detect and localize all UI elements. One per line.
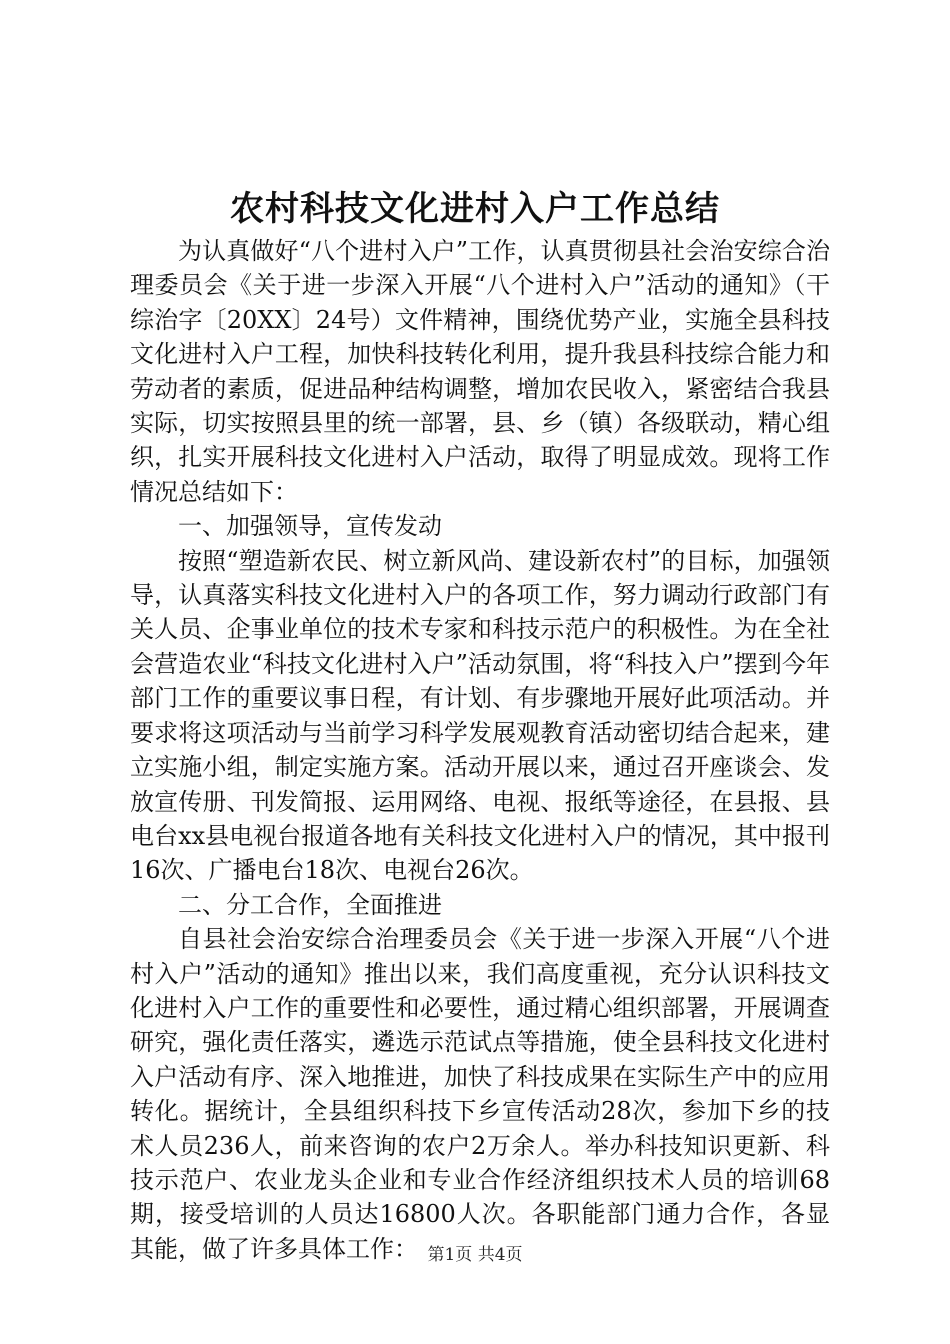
document-title: 农村科技文化进村入户工作总结: [230, 189, 720, 229]
page-footer: 第1页 共4页: [427, 1245, 523, 1265]
section-1-paragraph: 按照“塑造新农民、树立新风尚、建设新农村”的目标，加强领导，认真落实科技文化进村入户的各项工作，努力调动行政部门有关人员、企事业单位的技术专家和科技示范户的积极性。为在全社会营造农业“科技文化进村入户”活动氛围，将“科技入户”摆到今年部门工作的重要议事日程，有计划、有步骤地开展好此项活动。并要求将这项活动与当前学习科学发展观教育活动密切结合起来，建立实施小组，制定实施方案。活动开展以来，通过召开座谈会、发放宣传册、刊发简报、运用网络、电视、报纸等途径，在县报、县电台xx县电视台报道各地有关科技文化进村入户的情况，其中报刊16次、广播电台18次、电视台26次。: [130, 546, 830, 885]
section-2-paragraph: 自县社会治安综合治理委员会《关于进一步深入开展“八个进村入户”活动的通知》推出以来，我们高度重视，充分认识科技文化进村入户工作的重要性和必要性，通过精心组织部署，开展调查研究，强化责任落实，遴选示范试点等措施，使全县科技文化进村入户活动有序、深入地推进，加快了科技成果在实际生产中的应用转化。据统计，全县组织科技下乡宣传活动28次，参加下乡的技术人员236人，前来咨询的农户2万余人。举办科技知识更新、科技示范户、农业龙头企业和专业合作经济组织技术人员的培训68期，接受培训的人员达16800人次。各职能部门通力合作，各显其能，做了许多具体工作：: [130, 925, 830, 1263]
section-heading-1: 一、加强领导，宣传发动: [178, 512, 442, 541]
document-body: [130, 234, 830, 1266]
section-heading-2: 二、分工合作，全面推进: [178, 890, 442, 919]
intro-paragraph: 为认真做好“八个进村入户”工作，认真贯彻县社会治安综合治理委员会《关于进一步深入开展“八个进村入户”活动的通知》（干综治字〔20XX〕24号）文件精神，围绕优势产业，实施全县科技文化进村入户工程，加快科技转化利用，提升我县科技综合能力和劳动者的素质，促进品种结构调整，增加农民收入，紧密结合我县实际，切实按照县里的统一部署，县、乡（镇）各级联动，精心组织，扎实开展科技文化进村入户活动，取得了明显成效。现将工作情况总结如下：: [130, 237, 830, 506]
